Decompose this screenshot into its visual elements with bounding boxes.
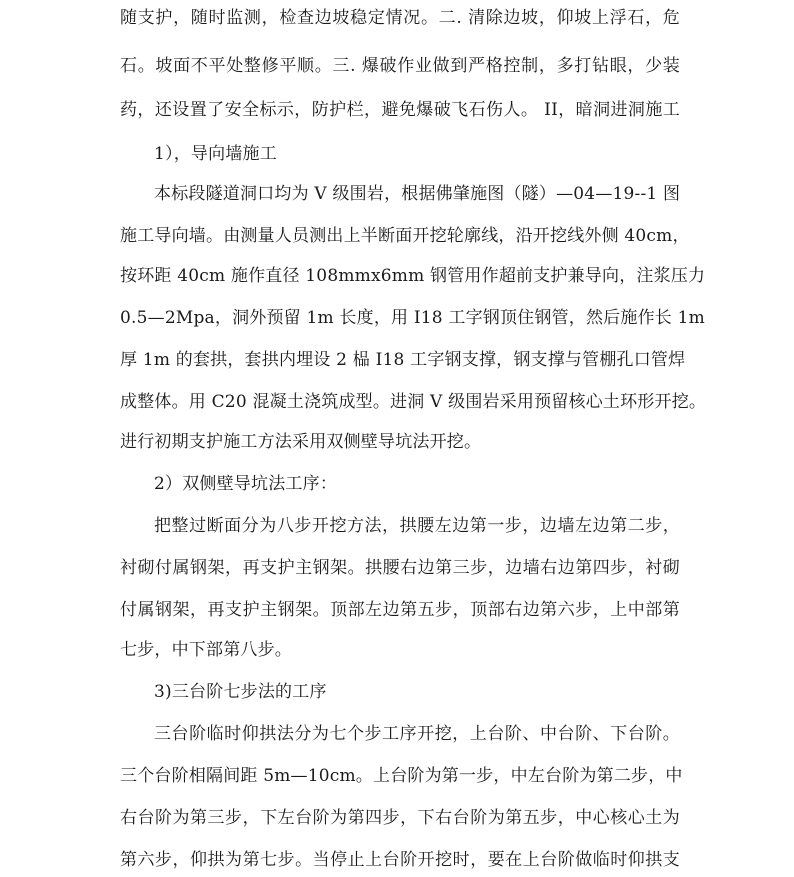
paragraph-1-line-2: 施工导向墙。由测量人员测出上半断面开挖轮廓线，沿开挖线外侧 40cm， [120, 226, 690, 246]
paragraph-2-line-2: 衬砌付属钢架，再支护主钢架。拱腰右边第三步，边墙右边第四步，衬砌 [120, 558, 680, 578]
paragraph-1-line-5: 厚 1m 的套拱，套拱内埋设 2 榀 I18 工字钢支撑，钢支撑与管棚孔口管焊 [120, 350, 686, 370]
text-line-1: 随支护，随时监测，检查边坡稳定情况。二. 清除边坡，仰坡上浮石，危 [120, 8, 680, 28]
paragraph-2-line-1: 把整过断面分为八步开挖方法，拱腰左边第一步，边墙左边第二步， [154, 516, 680, 536]
paragraph-2-line-4: 七步，中下部第八步。 [120, 640, 292, 660]
paragraph-1-line-6: 成整体。用 C20 混凝土浇筑成型。进洞 V 级围岩采用预留核心土环形开挖。 [120, 392, 707, 412]
paragraph-1-line-1: 本标段隧道洞口均为 V 级围岩，根据佛肇施图（隧）—04—19--1 图 [154, 184, 681, 204]
paragraph-3-line-3: 右台阶为第三步，下左台阶为第四步，下右台阶为第五步，中心核心土为 [120, 808, 680, 828]
section-heading-2: 2）双侧壁导坑法工序： [154, 474, 338, 494]
text-line-3: 药，还设置了安全标示，防护栏，避免爆破飞石伤人。 II，暗洞进洞施工 [120, 100, 680, 120]
paragraph-1-line-4: 0.5—2Mpa，洞外预留 1m 长度，用 I18 工字钢顶住钢管，然后施作长 1m [120, 308, 705, 328]
paragraph-1-line-3: 按环距 40cm 施作直径 108mmx6mm 钢管用作超前支护兼导向，注浆压力 [120, 266, 706, 286]
section-heading-3: 3)三台阶七步法的工序 [154, 682, 327, 702]
paragraph-3-line-2: 三个台阶相隔间距 5m—10cm。上台阶为第一步，中左台阶为第二步，中 [120, 766, 683, 786]
text-line-2: 石。坡面不平处整修平顺。三. 爆破作业做到严格控制，多打钻眼，少装 [120, 56, 680, 76]
paragraph-1-line-7: 进行初期支护施工方法采用双侧壁导坑法开挖。 [120, 432, 482, 452]
paragraph-3-line-4: 第六步，仰拱为第七步。当停止上台阶开挖时，要在上台阶做临时仰拱支 [120, 850, 680, 870]
paragraph-2-line-3: 付属钢架，再支护主钢架。顶部左边第五步，顶部右边第六步，上中部第 [120, 600, 680, 620]
paragraph-3-line-1: 三台阶临时仰拱法分为七个步工序开挖，上台阶、中台阶、下台阶。 [154, 724, 680, 744]
section-heading-1: 1），导向墙施工 [154, 144, 277, 164]
